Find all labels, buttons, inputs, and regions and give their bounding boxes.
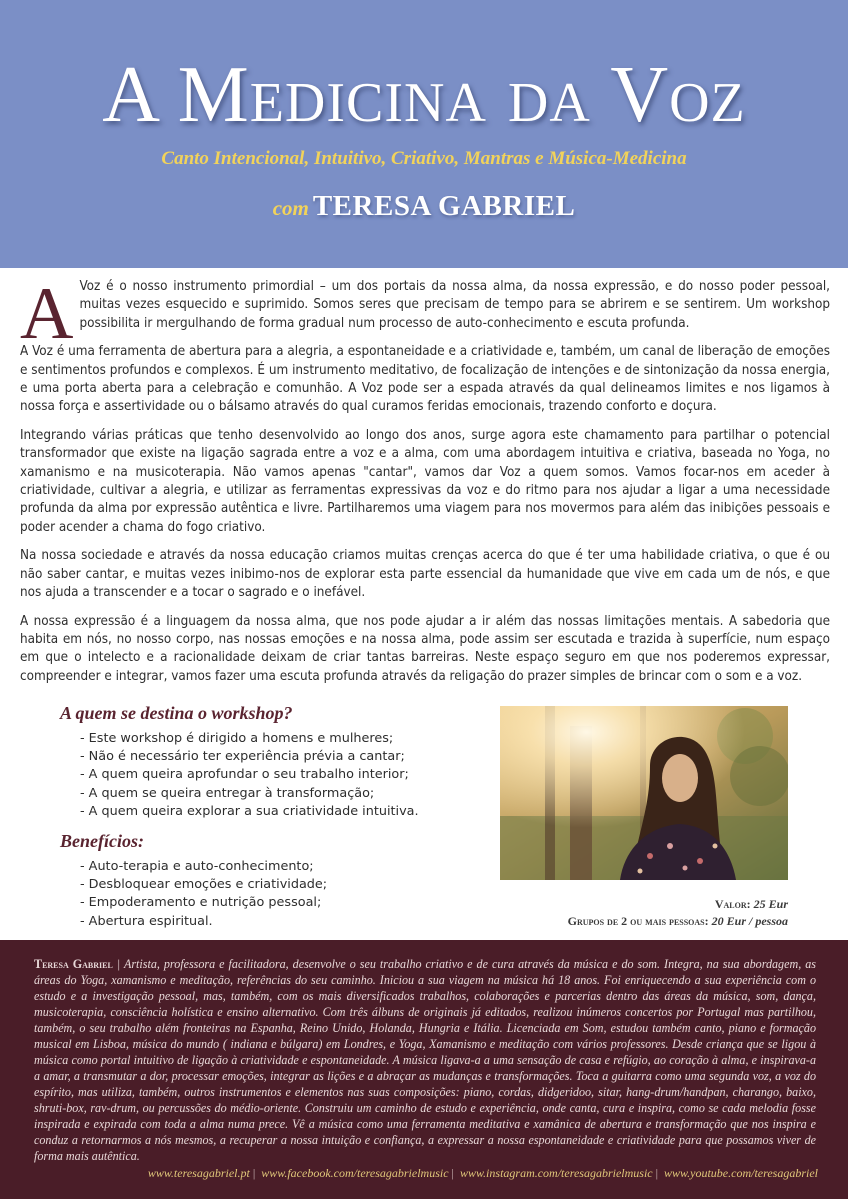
page-title: A Medicina da Voz (102, 51, 746, 139)
footer-links (0, 1166, 818, 1181)
bio-body: Artista, professora e facilitadora, desenvolve o seu trabalho criativo e de cura através da música e do som. Integra, na sua abordagem, as áreas do Yoga, xamanismo e meditação, referências do seu caminho. Iniciou a sua viagem na música há 18 anos. Foi enriquecendo a sua experiência com o estudo e a investigação pessoal, mas, também, com os mais diversificados trabalhos, colaborações e parcerias dentro das áreas da música, som, dança, musicoterapia, consciência holística e ensino alternativo. Com três álbuns de originais já editados, realizou inúmeros concertos por Portugal mas partilhou, também, o seu trabalho além fronteiras na Espanha, Reino Unido, Holanda, Hungria e Itália. Licenciada em Som, estudou também canto, piano e formação musical em Lisboa, música do mundo ( indiana e búlgara) em Londres, e Yoga, Xamanismo e meditação com vários professores. Desde criança que se ligou à música como portal intuitivo de ligação à criatividade e espontaneidade. A música ligava-a a uma sensação de casa e refúgio, ao coração à alma, e inspirava-a a amar, a transmutar a dor, processar emoções, integrar as lições e a abraçar as mudanças e transformações. Toca a guitarra como uma segunda voz, a voz do espírito, mas utiliza, também, outros instrumentos e elementos nas suas composições: piano, cordas, didgeridoo, sitar, hang-drum/handpan, charango, baixo, shruti-box, rav-drum, ou percussões do médio-oriente. Construiu um caminho de estudo e experiência, onde canta, cura e inspira, como se cada melodia fosse inspirada e expirada com toda a alma numa prece. Vê a música como uma ferramenta meditativa e xamânica de abertura e transformação que nos inspira e conduz a retornarmos a nós mesmos, a recuperar a nossa intuição e confiança, a expressar a nossa espontaneidade e criatividade para que possamos viver de forma mais autêntica. (34, 957, 816, 1163)
youtube-link[interactable]: www.youtube.com/teresagabriel (664, 1166, 818, 1180)
price-value: 25 Eur (753, 897, 788, 911)
paragraph-3: Integrando várias práticas que tenho desenvolvido ao longo dos anos, surge agora este chamamento para partilhar o potencial transformador que existe na ligação sagrada entre a voz e a alma, com uma abordagem intuitiva e criativa, baseada no Yoga, no xamanismo e na musicoterapia. Não vamos apenas "cantar", vamos dar Voz a quem somos. Vamos focar-nos em aceder à criatividade, cultivar a alegria, e utilizar as ferramentas expressivas da voz e do ritmo para nos ajudar a ligar a uma necessidade profunda da alma por expressão autêntica e livre. Partilharemos uma viagem para nos movermos para além das inibições pessoais e poder acender a chama do fogo criativo. (20, 427, 830, 535)
page-subtitle: Canto Intencional, Intuitivo, Criativo, Mantras e Música-Medicina (161, 148, 687, 169)
group-price-label: Grupos de 2 ou mais pessoas: (567, 914, 709, 928)
price-label: Valor: (714, 897, 751, 911)
header-banner (0, 0, 848, 268)
drop-cap: A (20, 273, 74, 355)
byline-name: TERESA GABRIEL (312, 190, 576, 222)
price-info (568, 896, 788, 930)
list-item: - Este workshop é dirigido a homens e mulheres; (80, 731, 394, 746)
group-price-value: 20 Eur / pessoa (711, 914, 788, 928)
list-item: - Desbloquear emoções e criatividade; (80, 877, 328, 893)
benefits-list (80, 858, 480, 931)
paragraph-4: Na nossa sociedade e através da nossa educação criamos muitas crenças acerca do que é ter uma habilidade criativa, o que é ou não saber cantar, e muitas vezes inibimo-nos de explorar esta parte essencial da humanidade que vive em cada um de nós, e que nos ajuda a transcender e a tocar o sagrado e o inefável. (20, 548, 830, 601)
list-item: - Abertura espiritual. (80, 913, 213, 929)
footer-bio (0, 940, 848, 1199)
bio-text: Teresa Gabriel | Artista, professora e facilitadora, desenvolve o seu trabalho criativo e de cura através da música e do som. Integra, na sua abordagem, as áreas do Yoga, xamanismo e meditação, referências do seu caminho. Iniciou a sua viagem na música há 18 anos. Foi enriquecendo a sua experiência com o estudo e a investigação pessoal, mas, também, com os mais diversificados trabalhos, colaborações e parcerias dentro das áreas da música, som, dança, musicoterapia, consciência holística e ensino alternativo. Com três álbuns de originais já editados, realizou inúmeros concertos por Portugal mas partilhou, também, o seu trabalho além fronteiras na Espanha, Reino Unido, Holanda, Hungria e Itália. Licenciada em Som, estudou também canto, piano e formação musical em Lisboa, música do mundo ( indiana e búlgara) em Londres, e Yoga, Xamanismo e meditação com vários professores. Desde criança que se ligou à música como portal intuitivo de ligação à criatividade e espontaneidade. A música ligava-a a uma sensação de casa e refúgio, ao coração à alma, e inspirava-a a amar, a transmutar a dor, processar emoções, integrar as lições e a abraçar as mudanças e transformações. Toca a guitarra como uma segunda voz, a voz do espírito, mas utiliza, também, outros instrumentos e elementos nas suas composições: piano, cordas, didgeridoo, sitar, hang-drum/handpan, charango, baixo, shruti-box, rav-drum, ou percussões do médio-oriente. Construiu um caminho de estudo e experiência, onde canta, cura e inspira, como se cada melodia fosse inspirada e expirada com toda a alma numa prece. Vê a música como uma ferramenta meditativa e xamânica de abertura e transformação que nos inspira e conduz a retornarmos a nós mesmos, a recuperar a nossa intuição e confiança, a expressar a nossa espontaneidade e criatividade para que possamos viver de forma mais autêntica. (34, 957, 816, 1163)
separator: | (252, 1166, 256, 1180)
list-item: - Auto-terapia e auto-conhecimento; (80, 859, 314, 875)
instagram-link[interactable]: www.instagram.com/teresagabrielmusic (459, 1166, 653, 1180)
list-item: - Não é necessário ter experiência prévia a cantar; (80, 749, 405, 765)
website-link[interactable]: www.teresagabriel.pt (147, 1166, 250, 1180)
bio-name: Teresa Gabriel (34, 957, 113, 971)
list-item: - Empoderamento e nutrição pessoal; (80, 895, 322, 911)
facebook-link[interactable]: www.facebook.com/teresagabrielmusic (261, 1166, 449, 1180)
portrait-photo (500, 706, 788, 880)
price-line-1 (568, 896, 788, 913)
body-text (20, 273, 830, 696)
paragraph-1-text: Voz é o nosso instrumento primordial – um dos portais da nossa alma, da nossa expressão, e do nosso poder pessoal, muitas vezes esquecido e suprimido. Somos seres que precisam de tempo para se abrirem e se sentirem. Um workshop possibilita ir mergulhando de forma gradual num processo de auto-conhecimento e escuta profunda. (79, 279, 830, 331)
paragraph-5: A nossa expressão é a linguagem da nossa alma, que nos pode ajudar a ir além das nossas limitações mentais. A sabedoria que habita em nós, no nosso corpo, nas nossas emoções e na nossa alma, pode assim ser escutada e trazida à superfície, num espaço em que o intelecto e a racionalidade deixam de criar tantas barreiras. Neste espaço seguro em que nos poderemos expressar, compreender e integrar, vamos fazer uma escuta profunda através da religação do prazer simples de brincar com o som e a voz. (20, 613, 830, 684)
audience-heading: A quem se destina o workshop? (60, 703, 293, 723)
separator: | (655, 1166, 659, 1180)
list-item: - A quem se queira entregar à transformação; (80, 785, 375, 801)
price-line-2 (568, 913, 788, 930)
byline-prefix: com (272, 196, 309, 220)
info-lists (60, 703, 480, 941)
benefits-heading: Benefícios: (60, 831, 144, 852)
separator: | (451, 1166, 454, 1180)
paragraph-2: A Voz é uma ferramenta de abertura para a alegria, a espontaneidade e a criatividade e, também, um canal de liberação de emoções e sentimentos profundos e complexos. É um instrumento meditativo, de focalização de intenções e de sintonização da nossa energia, e uma porta aberta para a celebração e comunhão. A Voz pode ser a espada através da qual delineamos limites e nos ligamos à nossa força e assertividade ou o bálsamo através do qual curamos feridas emocionais, trazendo conforto e doçura. (20, 344, 830, 415)
byline (0, 190, 848, 223)
audience-list (80, 730, 480, 821)
portrait-illustration (500, 706, 788, 880)
list-item: - A quem queira explorar a sua criatividade intuitiva. (80, 803, 419, 819)
paragraph-1 (20, 273, 830, 355)
list-item: - A quem queira aprofundar o seu trabalho interior; (80, 767, 409, 783)
